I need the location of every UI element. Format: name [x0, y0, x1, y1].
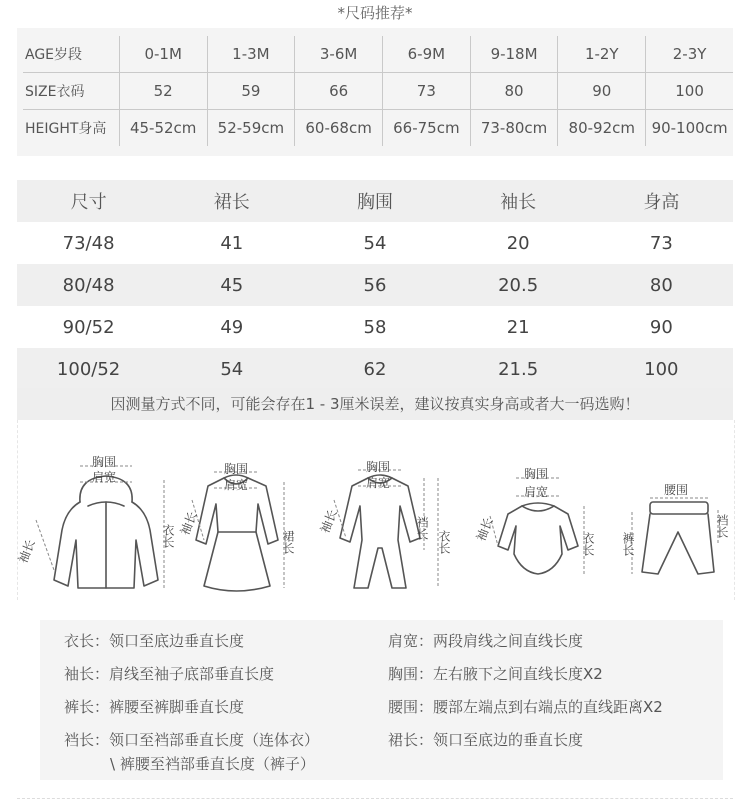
size-row	[23, 73, 733, 110]
cell: 56	[363, 274, 387, 296]
romper-length-label: 衣长	[437, 530, 451, 554]
definition-chest: 胸围：左右腋下之间直线长度X2	[388, 665, 603, 683]
size-cell: 52	[119, 73, 207, 110]
cell: 90/52	[62, 316, 115, 338]
bodysuit-length-label: 衣长	[581, 532, 595, 556]
measurement-note: 因测量方式不同，可能会存在1 - 3厘米误差，建议按真实身高或者大一码选购！	[17, 388, 733, 420]
hooded-jacket-diagram	[54, 476, 158, 588]
definition-crotch-romper: 裆长：领口至裆部垂直长度（连体衣）	[64, 731, 320, 749]
definition-pants-length: 裤长：裤腰至裤脚垂直长度	[64, 698, 245, 716]
romper-crotch-label: 裆长	[415, 516, 429, 540]
size-cell: 73	[382, 73, 470, 110]
dress-sleeve-label: 袖长	[177, 509, 200, 538]
bodysuit-shoulder-label: 肩宽	[524, 485, 549, 499]
size-cell: 59	[207, 73, 295, 110]
definition-crotch-pants: \ 裤腰至裆部垂直长度（裤子）	[110, 755, 315, 773]
pants-waist-label: 腰围	[664, 483, 689, 497]
cell: 20.5	[498, 274, 539, 296]
age-row	[23, 36, 733, 73]
cell: 20	[506, 232, 530, 254]
cell: 100/52	[56, 358, 121, 380]
age-cell: 1-2Y	[558, 36, 646, 73]
cell: 73/48	[62, 232, 115, 254]
cell: 21.5	[498, 358, 539, 380]
definition-body-length: 衣长：领口至底边垂直长度	[64, 632, 245, 650]
jacket-chest-label: 胸围	[92, 455, 117, 469]
measurement-row	[17, 222, 733, 264]
cell: 58	[363, 316, 387, 338]
pants-length-label: 裤长	[621, 532, 635, 556]
cell: 80/48	[62, 274, 115, 296]
age-cell: 3-6M	[295, 36, 383, 73]
bottom-divider	[17, 798, 733, 799]
definition-sleeve-length: 袖长：肩线至袖子底部垂直长度	[64, 665, 275, 683]
age-cell: 6-9M	[382, 36, 470, 73]
measurement-row	[17, 264, 733, 306]
jacket-length-label: 衣长	[161, 524, 175, 548]
cell: 41	[220, 232, 244, 254]
size-cell: 80	[470, 73, 558, 110]
height-cell: 90-100cm	[646, 110, 733, 147]
height-cell: 45-52cm	[119, 110, 207, 147]
size-recommendation-table	[17, 28, 733, 156]
size-recommendation-title: *尺码推荐*	[337, 4, 413, 22]
definition-shoulder-width: 肩宽：两段肩线之间直线长度	[388, 632, 584, 650]
cell: 73	[649, 232, 673, 254]
definition-skirt-length: 裙长：领口至底边的垂直长度	[388, 731, 584, 749]
height-cell: 73-80cm	[470, 110, 558, 147]
size-cell: 90	[558, 73, 646, 110]
cell: 45	[220, 274, 244, 296]
age-cell: 0-1M	[119, 36, 207, 73]
pants-crotch-label: 裆长	[715, 514, 729, 538]
bodysuit-chest-label: 胸围	[524, 467, 549, 481]
measurement-row	[17, 306, 733, 348]
cell: 62	[363, 358, 387, 380]
header-height: 身高	[643, 192, 680, 213]
romper-sleeve-label: 袖长	[317, 507, 340, 536]
garment-measurement-illustrations	[17, 420, 735, 600]
height-cell: 66-75cm	[382, 110, 470, 147]
dress-chest-label: 胸围	[224, 462, 249, 476]
header-chest: 胸围	[356, 192, 393, 213]
garment-diagrams	[15, 420, 734, 600]
bodysuit-sleeve-label: 袖长	[473, 515, 496, 544]
age-cell: 1-3M	[207, 36, 295, 73]
header-sleeve: 袖长	[500, 192, 537, 213]
cell: 21	[506, 316, 530, 338]
row-label: SIZE衣码	[23, 73, 119, 110]
height-cell: 80-92cm	[558, 110, 646, 147]
measurement-row	[17, 348, 733, 390]
dress-skirt-label: 裙长	[281, 530, 295, 554]
height-cell: 60-68cm	[295, 110, 383, 147]
jacket-sleeve-label: 袖长	[15, 537, 38, 566]
age-cell: 9-18M	[470, 36, 558, 73]
definition-waist: 腰围：腰部左端点到右端点的直线距离X2	[388, 698, 663, 716]
cell: 80	[649, 274, 673, 296]
dress-shoulder-label: 肩宽	[224, 478, 249, 492]
romper-diagram	[340, 475, 420, 588]
measurement-definitions	[40, 620, 723, 780]
pants-diagram	[642, 502, 714, 574]
dress-diagram	[196, 475, 278, 591]
romper-shoulder-label: 肩宽	[366, 476, 391, 490]
header-skirt-length: 裙长	[213, 192, 250, 213]
jacket-shoulder-label: 肩宽	[92, 470, 117, 484]
height-cell: 52-59cm	[207, 110, 295, 147]
header-size: 尺寸	[70, 192, 107, 213]
bodysuit-diagram	[498, 503, 578, 574]
measurement-table	[17, 180, 733, 390]
row-label: AGE岁段	[25, 47, 83, 63]
cell: 54	[363, 232, 387, 254]
cell: 100	[644, 358, 679, 380]
cell: 49	[220, 316, 244, 338]
cell: 90	[649, 316, 673, 338]
height-row	[23, 110, 733, 147]
measurement-header-row	[17, 180, 733, 222]
size-cell: 100	[646, 73, 733, 110]
size-cell: 66	[295, 73, 383, 110]
cell: 54	[220, 358, 244, 380]
row-label: HEIGHT身高	[23, 110, 119, 147]
age-cell: 2-3Y	[646, 36, 733, 73]
romper-chest-label: 胸围	[366, 460, 391, 474]
